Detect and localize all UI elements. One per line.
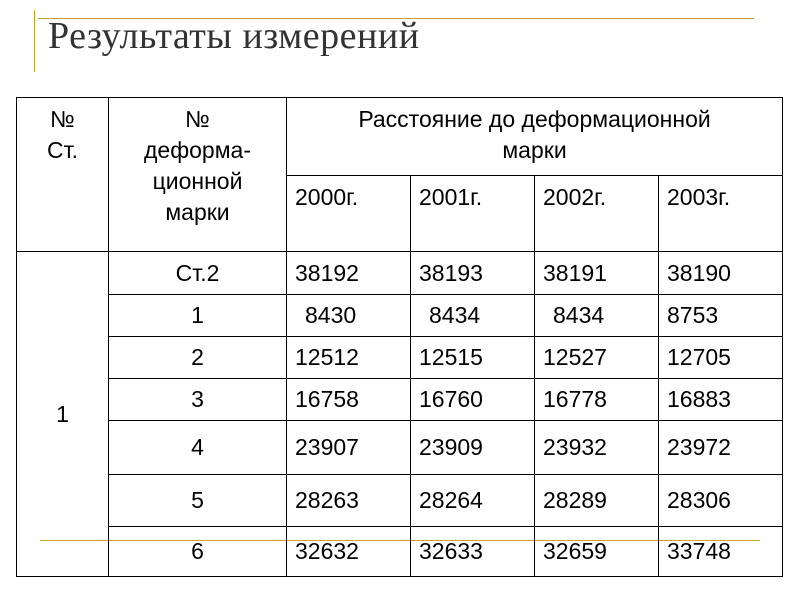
value-cell: 28306 xyxy=(659,475,783,527)
slide-title: Результаты измерений xyxy=(48,15,420,57)
measurements-table xyxy=(16,97,783,577)
mark-cell: Ст.2 xyxy=(109,252,287,295)
mark-header-line: деформа- xyxy=(144,137,251,163)
table-row xyxy=(17,421,783,475)
header-row-1 xyxy=(17,98,783,176)
value-cell: 8434 xyxy=(411,295,535,337)
year-header: 2002г. xyxy=(535,176,659,252)
table-row xyxy=(17,379,783,421)
year-header: 2003г. xyxy=(659,176,783,252)
value-cell: 28263 xyxy=(287,475,411,527)
value-cell: 12515 xyxy=(411,337,535,379)
distance-header-line: марки xyxy=(502,137,567,163)
value-cell: 12527 xyxy=(535,337,659,379)
value-cell: 38190 xyxy=(659,252,783,295)
year-header: 2001г. xyxy=(411,176,535,252)
value-cell: 38193 xyxy=(411,252,535,295)
mark-header-line: ционной xyxy=(152,168,243,194)
mark-cell: 2 xyxy=(109,337,287,379)
value-cell: 32633 xyxy=(411,527,535,577)
mark-cell: 1 xyxy=(109,295,287,337)
value-cell: 32632 xyxy=(287,527,411,577)
table-row xyxy=(17,337,783,379)
value-cell: 23972 xyxy=(659,421,783,475)
value-cell: 8753 xyxy=(659,295,783,337)
value-cell: 28289 xyxy=(535,475,659,527)
left-decor-line xyxy=(34,10,35,72)
table-row xyxy=(17,527,783,577)
mark-header-line: № xyxy=(185,106,210,132)
table-row xyxy=(17,252,783,295)
mark-cell: 5 xyxy=(109,475,287,527)
station-header-line: № xyxy=(50,106,75,132)
value-cell: 23932 xyxy=(535,421,659,475)
distance-header xyxy=(287,98,783,176)
value-cell: 28264 xyxy=(411,475,535,527)
value-cell: 16883 xyxy=(659,379,783,421)
value-cell: 32659 xyxy=(535,527,659,577)
station-header xyxy=(17,98,109,252)
value-cell: 16778 xyxy=(535,379,659,421)
value-cell: 38192 xyxy=(287,252,411,295)
value-cell: 8434 xyxy=(535,295,659,337)
mark-cell: 3 xyxy=(109,379,287,421)
year-header: 2000г. xyxy=(287,176,411,252)
mark-cell: 6 xyxy=(109,527,287,577)
value-cell: 16760 xyxy=(411,379,535,421)
value-cell: 23907 xyxy=(287,421,411,475)
mark-header xyxy=(109,98,287,252)
table-row xyxy=(17,295,783,337)
mark-cell: 4 xyxy=(109,421,287,475)
value-cell: 38191 xyxy=(535,252,659,295)
station-number: 1 xyxy=(17,252,109,577)
value-cell: 8430 xyxy=(287,295,411,337)
value-cell: 12705 xyxy=(659,337,783,379)
mark-header-line: марки xyxy=(165,199,230,225)
value-cell: 23909 xyxy=(411,421,535,475)
table-row xyxy=(17,475,783,527)
station-header-line: Ст. xyxy=(47,137,78,163)
value-cell: 33748 xyxy=(659,527,783,577)
value-cell: 16758 xyxy=(287,379,411,421)
value-cell: 12512 xyxy=(287,337,411,379)
distance-header-line: Расстояние до деформационной xyxy=(358,106,711,132)
